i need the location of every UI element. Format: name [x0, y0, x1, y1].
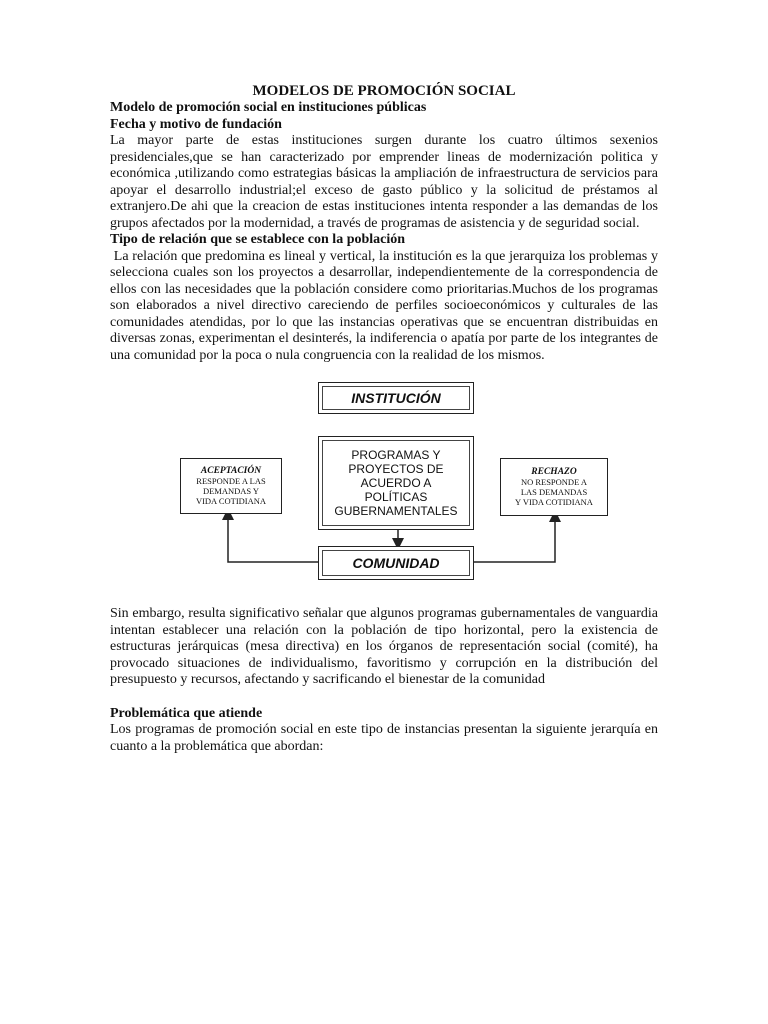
section-text-relacion: La relación que predomina es lineal y vertical, la institución es la que jerarquiza los problemas y selecciona cuales son los proyectos a desarrollar, independientemente de la correspondencia de ellos con las necesidades que la población considere como prioritarias.Muchos de los programas son elaborados a nivel directivo careciendo de perfiles socioeconómicos y culturales de las comunidades atendidas, por lo que las instancias operativas que se encuentran distribuidas en diversas zonas, experimentan el desinterés, la indiferencia o apatía por parte de los integrantes de una comunidad por la poca o nula congruencia con la realidad de los mismos.: [110, 248, 662, 363]
aceptacion-label: ACEPTACIÓN: [200, 466, 262, 476]
relationship-diagram: [110, 374, 658, 586]
rechazo-box: [500, 458, 608, 516]
rechazo-label: RECHAZO: [531, 467, 577, 477]
arrow-comunidad-rechazo: [472, 516, 555, 562]
institucion-label: INSTITUCIÓN: [351, 390, 441, 406]
paragraph-after-diagram: Sin embargo, resulta significativo señalar que algunos programas gubernamentales de vanguardia intentan establecer una relación con la población de tipo horizontal, pero la existencia de estructuras jerárquicas (mesa directiva) en los órganos de representación social (comité), ha provocado situaciones de individualismo, favoritismo y corrupción en la distribución del presupuesto y recursos, afectando y sacrificando el bienestar de la comunidad: [110, 606, 658, 687]
document-page: [110, 82, 662, 755]
rechazo-line-1: NO RESPONDE A: [520, 477, 588, 487]
section-text-problematica: Los programas de promoción social en este tipo de instancias presentan la siguiente jerarquía en cuanto a la problemática que abordan:: [110, 722, 658, 754]
programas-line-4: POLÍTICAS: [364, 490, 428, 504]
programas-box: [318, 436, 474, 530]
rechazo-line-2: LAS DEMANDAS: [520, 487, 588, 497]
section-heading-fundacion: Fecha y motivo de fundación: [110, 116, 282, 132]
comunidad-label: COMUNIDAD: [352, 555, 440, 571]
rechazo-line-3: Y VIDA COTIDIANA: [515, 497, 593, 507]
arrow-comunidad-aceptacion: [228, 514, 318, 562]
programas-line-2: PROYECTOS DE: [348, 462, 444, 476]
section-heading-problematica: Problemática que atiende: [110, 705, 263, 721]
document-subtitle: Modelo de promoción social en instituciones públicas: [110, 100, 427, 115]
programas-line-3: ACUERDO A: [360, 476, 432, 490]
programas-line-5: GUBERNAMENTALES: [334, 504, 458, 518]
aceptacion-line-3: VIDA COTIDIANA: [195, 496, 267, 506]
programas-line-1: PROGRAMAS Y: [351, 448, 441, 462]
comunidad-box: [318, 546, 474, 580]
aceptacion-box: [180, 458, 282, 514]
institucion-box: [318, 382, 474, 414]
section-heading-relacion: Tipo de relación que se establece con la población: [110, 232, 406, 247]
aceptacion-line-2: DEMANDAS Y: [202, 486, 260, 496]
section-text-fundacion: La mayor parte de estas instituciones surgen durante los cuatro últimos sexenios presidenciales,que se han caracterizado por emprender lineas de modernización politica y económica ,utilizando como estrategias básicas la ampliación de infraestructura de servicios para apoyar el desarrollo industrial;el exceso de gasto público y la solicitud de préstamos al extranjero.De ahi que la creacion de estas instituciones intenta responder a las demandas de los grupos afectados por la modernidad, a través de programas de asistencia y de seguridad social.: [110, 133, 658, 231]
aceptacion-line-1: RESPONDE A LAS: [196, 476, 266, 486]
document-title: MODELOS DE PROMOCIÓN SOCIAL: [252, 83, 516, 99]
